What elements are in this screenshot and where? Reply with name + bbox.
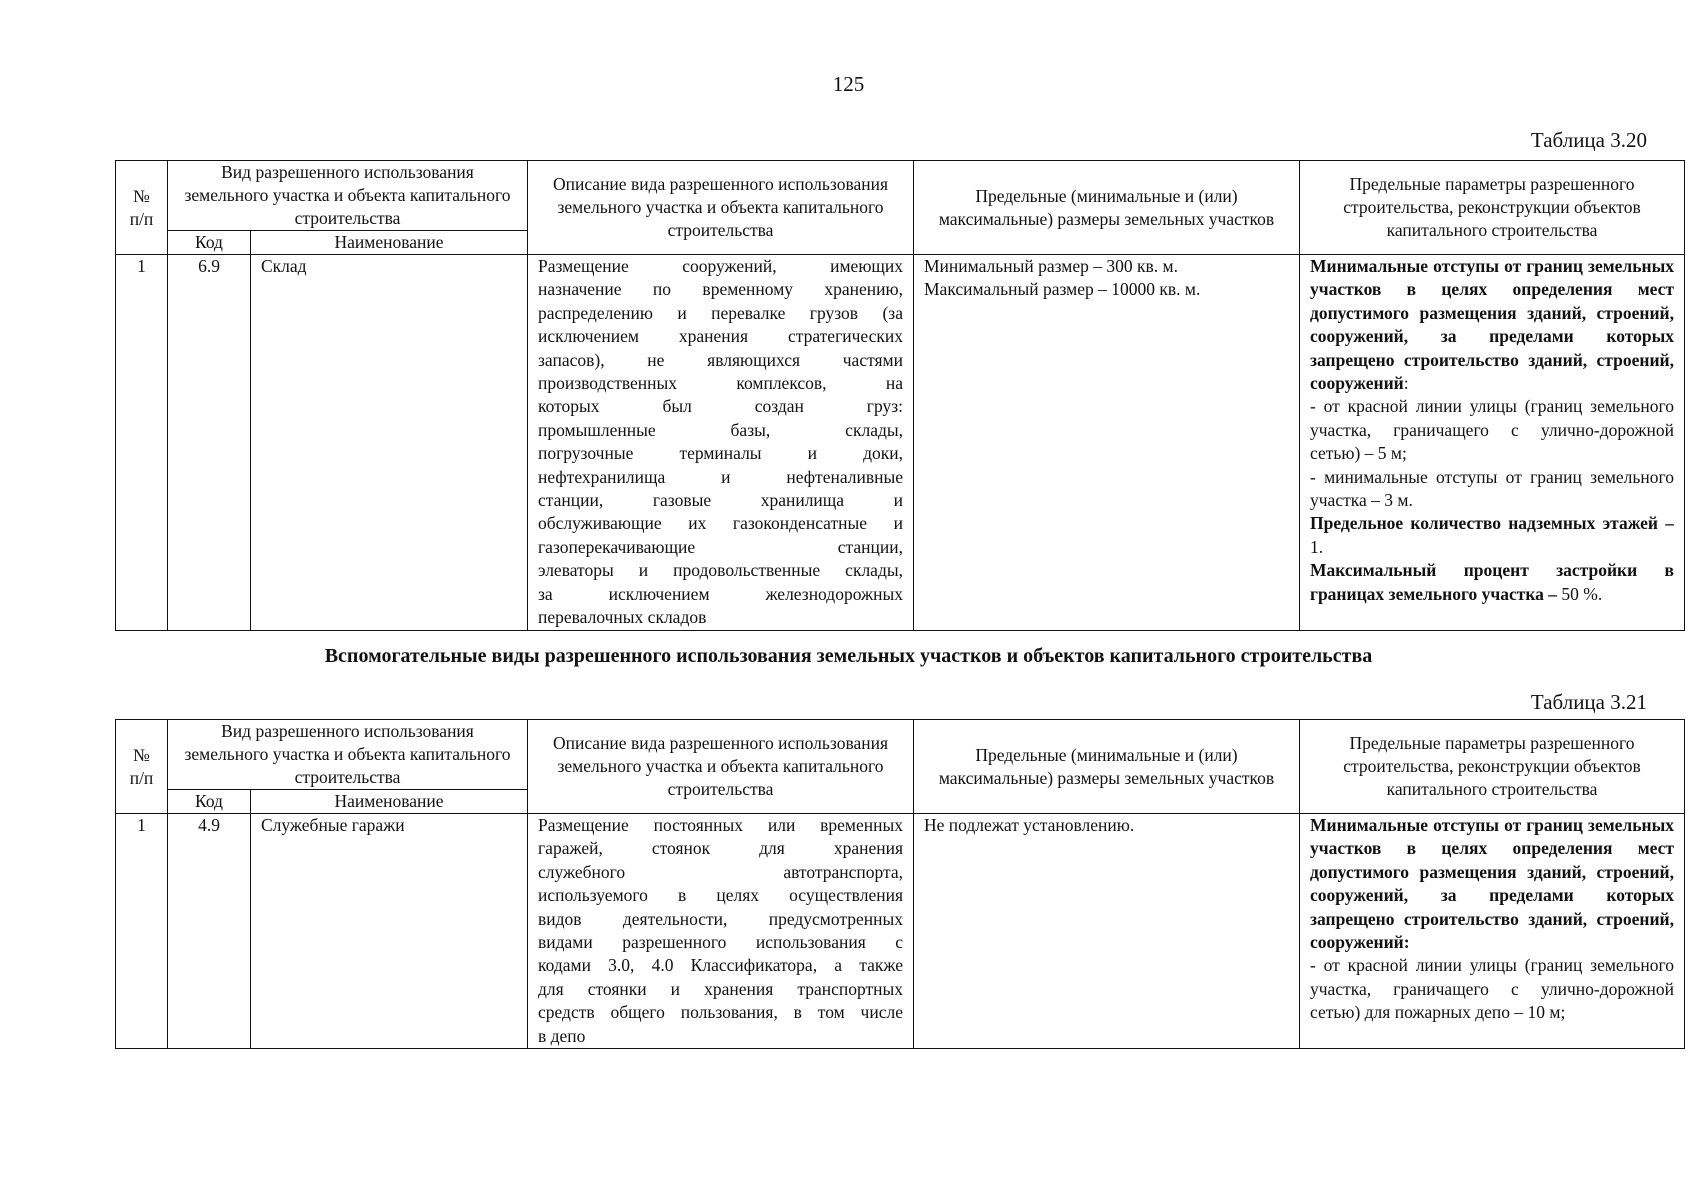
description-line: в депо bbox=[538, 1025, 586, 1046]
row-code: 4.9 bbox=[168, 814, 251, 1049]
section-heading: Вспомогательные виды разрешенного использования земельных участков и объектов капитального строительства bbox=[324, 645, 1373, 667]
row-num: 1 bbox=[116, 814, 168, 1049]
description-line: используемого в целях осуществления bbox=[538, 885, 903, 906]
params-indent-block bbox=[1310, 255, 1674, 395]
header-code: Код bbox=[168, 790, 251, 814]
description-line: служебного автотранспорта, bbox=[538, 861, 903, 882]
table-caption: Таблица 3.21 bbox=[1530, 690, 1647, 714]
row-sizes: Не подлежат установлению. bbox=[914, 814, 1300, 1049]
params-indent-heading: Минимальные отступы от границ земельных участков в целях определения мест допустимого размещения зданий, строений, сооружений, за пределами которых запрещено строительство зданий, строений, сооружений: bbox=[1310, 815, 1674, 953]
header-code: Код bbox=[168, 231, 251, 255]
row-params bbox=[1300, 255, 1685, 631]
description-line: Размещение сооружений, имеющих bbox=[538, 256, 903, 276]
header-params: Предельные параметры разрешенного строительства, реконструкции объектов капитального строительства bbox=[1300, 720, 1685, 814]
header-name: Наименование bbox=[251, 790, 528, 814]
params-coverage-value: 50 %. bbox=[1557, 583, 1603, 604]
description-line: нефтехранилища и нефтеналивные bbox=[538, 466, 903, 487]
description-line: производственных комплексов, на bbox=[538, 373, 903, 394]
description-line: запасов), не являющихся частями bbox=[538, 349, 903, 370]
table-caption: Таблица 3.20 bbox=[1530, 128, 1647, 152]
row-name: Служебные гаражи bbox=[251, 814, 528, 1049]
header-use-type: Вид разрешенного использования земельного участка и объекта капитального строительства bbox=[168, 720, 528, 790]
params-indent-heading: Минимальные отступы от границ земельных участков в целях определения мест допустимого размещения зданий, строений, сооружений, за пределами которых запрещено строительство зданий, строений, сооружений bbox=[1310, 256, 1674, 394]
description-line: за исключением железнодорожных bbox=[538, 583, 903, 604]
header-description: Описание вида разрешенного использования земельного участка и объекта капитального строительства bbox=[528, 720, 914, 814]
params-min-indent: - минимальные отступы от границ земельного участка – 3 м. bbox=[1310, 466, 1674, 511]
size-max: Максимальный размер – 10000 кв. м. bbox=[924, 279, 1201, 300]
header-use-type: Вид разрешенного использования земельного участка и объекта капитального строительства bbox=[168, 161, 528, 231]
row-description bbox=[528, 814, 914, 1049]
description-line: для стоянки и хранения транспортных bbox=[538, 978, 903, 999]
params-coverage bbox=[1310, 559, 1674, 606]
description-line: видов деятельности, предусмотренных bbox=[538, 908, 903, 929]
description-line: элеваторы и продовольственные склады, bbox=[538, 560, 903, 581]
header-params: Предельные параметры разрешенного строительства, реконструкции объектов капитального строительства bbox=[1300, 161, 1685, 255]
description-line: Размещение постоянных или временных bbox=[538, 815, 903, 835]
params-indent-colon: : bbox=[1403, 373, 1409, 394]
header-num: № п/п bbox=[116, 720, 168, 814]
row-sizes bbox=[914, 255, 1300, 631]
params-floors-value: 1. bbox=[1310, 536, 1324, 557]
params-red-line: - от красной линии улицы (границ земельного участка, граничащего с улично-дорожной сетью) для пожарных депо – 10 м; bbox=[1310, 955, 1674, 1023]
permitted-use-table-main bbox=[115, 160, 1685, 631]
row-params bbox=[1300, 814, 1685, 1049]
row-name: Склад bbox=[251, 255, 528, 631]
description-line: исключением хранения стратегических bbox=[538, 326, 903, 347]
params-red-line: - от красной линии улицы (границ земельного участка, граничащего с улично-дорожной сетью) – 5 м; bbox=[1310, 396, 1674, 464]
row-num: 1 bbox=[116, 255, 168, 631]
description-line: видами разрешенного использования с bbox=[538, 932, 903, 953]
params-floors-label: Предельное количество надземных этажей – bbox=[1310, 513, 1674, 534]
description-line: погрузочные терминалы и доки, bbox=[538, 443, 903, 464]
description-line: промышленные базы, склады, bbox=[538, 419, 903, 440]
description-line: кодами 3.0, 4.0 Классификатора, а также bbox=[538, 955, 903, 976]
header-description: Описание вида разрешенного использования земельного участка и объекта капитального строительства bbox=[528, 161, 914, 255]
table-row bbox=[116, 814, 1685, 1049]
row-description bbox=[528, 255, 914, 631]
description-line: средств общего пользования, в том числе bbox=[538, 1002, 903, 1023]
description-line: которых был создан груз: bbox=[538, 396, 903, 417]
header-sizes: Предельные (минимальные и (или) максимальные) размеры земельных участков bbox=[914, 161, 1300, 255]
description-line: гаражей, стоянок для хранения bbox=[538, 838, 903, 859]
header-num: № п/п bbox=[116, 161, 168, 255]
table-row bbox=[116, 255, 1685, 631]
description-line: станции, газовые хранилища и bbox=[538, 490, 903, 511]
description-line: обслуживающие их газоконденсатные и bbox=[538, 513, 903, 534]
header-name: Наименование bbox=[251, 231, 528, 255]
header-sizes: Предельные (минимальные и (или) максимальные) размеры земельных участков bbox=[914, 720, 1300, 814]
description-line: назначение по временному хранению, bbox=[538, 279, 903, 300]
page-number: 125 bbox=[832, 72, 865, 96]
row-code: 6.9 bbox=[168, 255, 251, 631]
description-line: газоперекачивающие станции, bbox=[538, 536, 903, 557]
size-min: Минимальный размер – 300 кв. м. bbox=[924, 256, 1178, 276]
permitted-use-table-auxiliary bbox=[115, 719, 1685, 1049]
params-floors bbox=[1310, 512, 1674, 559]
params-coverage-label: Максимальный процент застройки в границах земельного участка – bbox=[1310, 560, 1674, 604]
description-line: распределению и перевалке грузов (за bbox=[538, 302, 903, 323]
description-line: перевалочных складов bbox=[538, 607, 707, 628]
